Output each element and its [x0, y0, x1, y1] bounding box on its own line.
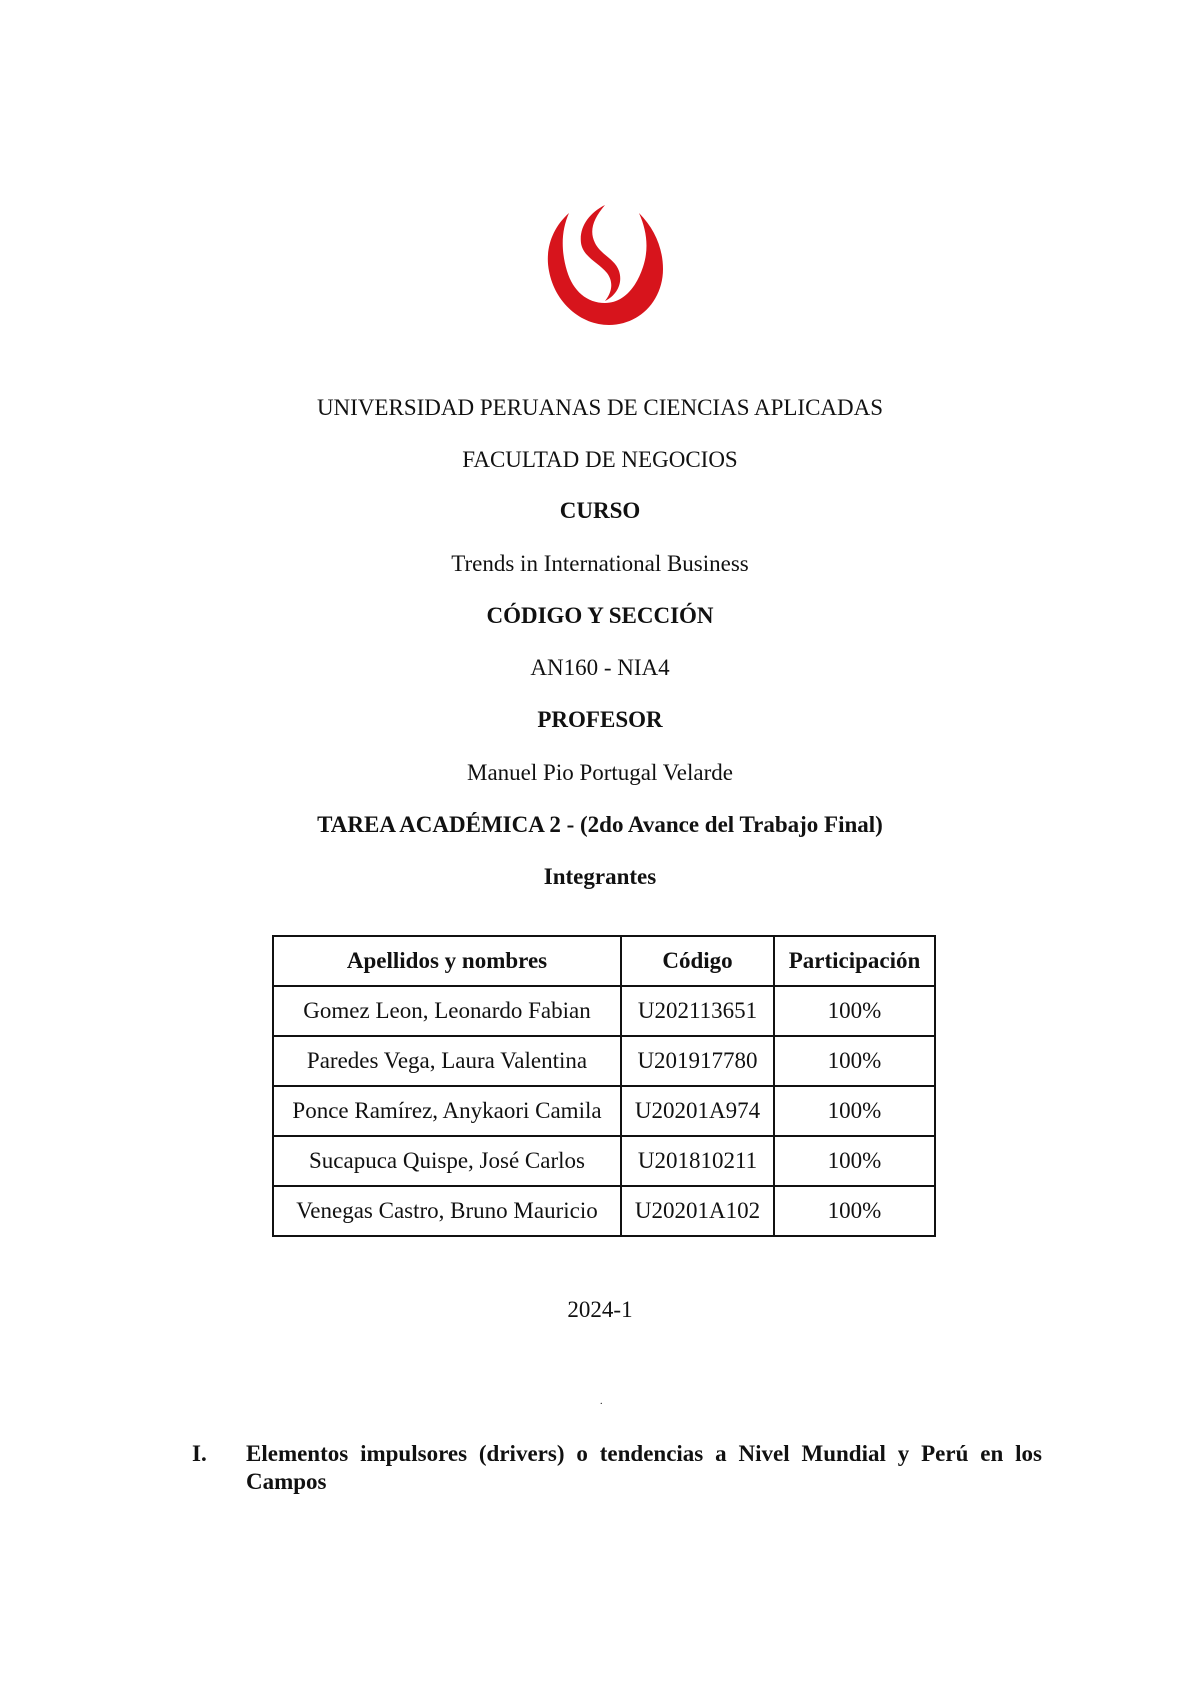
code-section-label: CÓDIGO Y SECCIÓN	[486, 603, 714, 628]
member-code: U20201A974	[621, 1086, 774, 1136]
upc-flame-logo-icon	[545, 205, 665, 327]
column-header-participation: Participación	[774, 936, 935, 986]
section-title: Elementos impulsores (drivers) o tendencias a Nivel Mundial y Perú en los Campos	[246, 1441, 1042, 1494]
member-name: Gomez Leon, Leonardo Fabian	[273, 986, 621, 1036]
faculty-name: FACULTAD DE NEGOCIOS	[462, 447, 738, 472]
member-code: U20201A102	[621, 1186, 774, 1236]
table-row	[273, 1086, 935, 1136]
member-code: U202113651	[621, 986, 774, 1036]
university-name: UNIVERSIDAD PERUANAS DE CIENCIAS APLICADAS	[316, 395, 884, 420]
column-header-code: Código	[621, 936, 774, 986]
separator-dot: .	[600, 1396, 603, 1407]
table-row	[273, 1136, 935, 1186]
member-participation: 100%	[774, 1086, 935, 1136]
member-name: Sucapuca Quispe, José Carlos	[273, 1136, 621, 1186]
assignment-title: TAREA ACADÉMICA 2 - (2do Avance del Trabajo Final)	[317, 812, 883, 837]
section-number: I.	[192, 1441, 207, 1466]
member-name: Ponce Ramírez, Anykaori Camila	[273, 1086, 621, 1136]
course-label: CURSO	[559, 498, 641, 523]
member-participation: 100%	[774, 986, 935, 1036]
table-header-row	[273, 936, 935, 986]
section-heading	[192, 1440, 1042, 1496]
member-name: Paredes Vega, Laura Valentina	[273, 1036, 621, 1086]
course-name: Trends in International Business	[451, 551, 749, 576]
professor-label: PROFESOR	[537, 707, 663, 732]
member-code: U201810211	[621, 1136, 774, 1186]
table-row	[273, 986, 935, 1036]
professor-name: Manuel Pio Portugal Velarde	[467, 760, 733, 785]
members-label: Integrantes	[543, 864, 657, 889]
member-name: Venegas Castro, Bruno Mauricio	[273, 1186, 621, 1236]
member-participation: 100%	[774, 1036, 935, 1086]
code-section-value: AN160 - NIA4	[530, 655, 670, 680]
table-row	[273, 1186, 935, 1236]
member-participation: 100%	[774, 1186, 935, 1236]
member-participation: 100%	[774, 1136, 935, 1186]
members-table	[272, 935, 936, 1237]
member-code: U201917780	[621, 1036, 774, 1086]
academic-period: 2024-1	[567, 1297, 633, 1322]
column-header-name: Apellidos y nombres	[273, 936, 621, 986]
table-row	[273, 1036, 935, 1086]
